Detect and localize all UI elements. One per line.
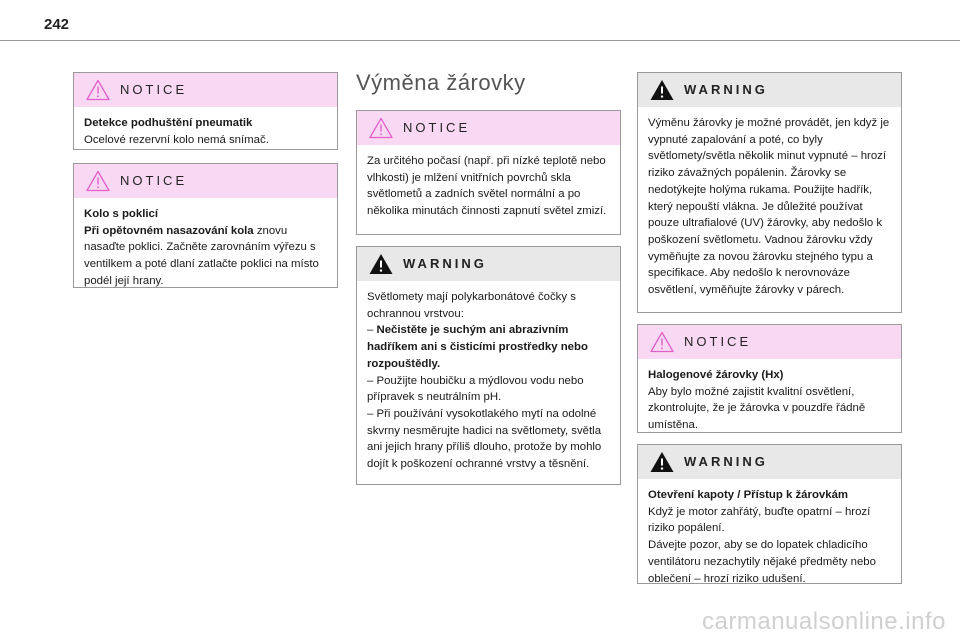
notice-wheel-cover	[73, 163, 338, 288]
notice-fogging	[356, 110, 621, 235]
warning-label: WARNING	[684, 82, 768, 97]
warning-text: Výměnu žárovky je možné provádět, jen když je vypnuté zapalování a poté, co byly světlomety/světla několik minut vypnuté – hrozí riziko závažných popálenin. Žárovky se nedotýkejte holýma rukama. Použijte hadřík, který nepouští vlákna. Je důležité používat pouze ultrafialové (UV) žárovky, aby nedošlo k poškození světlometu. Vadnou žárovku vždy vyměňujte za novou žárovku stejného typu a specifikace. Aby nedošlo k nerovnováze osvětlení, vyměňujte žárovky v párech.	[648, 117, 890, 297]
notice-text-rest: znovu nasaďte poklici. Začněte zarovnáním výřezu s ventilkem a poté dlaní zatlačte poklici na místo podél její hrany.	[84, 224, 319, 287]
watermark: carmanualsonline.info	[702, 608, 946, 635]
notice-tire-detection	[73, 72, 338, 150]
notice-body	[357, 145, 620, 228]
notice-label: NOTICE	[403, 120, 471, 135]
notice-text: Aby bylo možné zajistit kvalitní osvětlení, zkontrolujte, že je žárovka v pouzdře řádně umístěna.	[648, 385, 866, 432]
notice-header	[74, 73, 337, 107]
caution-triangle-icon	[86, 79, 110, 101]
warning-triangle-icon	[369, 253, 393, 275]
warning-polycarbonate	[356, 246, 621, 485]
warning-item: – Použijte houbičku a mýdlovou vodu nebo přípravek s neutrálním pH.	[367, 374, 584, 404]
warning-title: Otevření kapoty / Přístup k žárovkám	[648, 489, 849, 501]
caution-triangle-icon	[86, 170, 110, 192]
notice-text: Ocelové rezervní kolo nemá snímač.	[84, 133, 269, 146]
notice-label: NOTICE	[684, 334, 752, 349]
notice-halogen	[637, 324, 902, 433]
warning-label: WARNING	[403, 256, 487, 271]
warning-body	[357, 281, 620, 481]
warning-text: Když je motor zahřátý, buďte opatrní – hrozí riziko popálení.	[648, 505, 871, 535]
warning-label: WARNING	[684, 454, 768, 469]
warning-text: Dávejte pozor, aby se do lopatek chladicího ventilátoru nezachytily nějaké předměty nebo oblečení – hrozí riziko udušení.	[648, 539, 876, 585]
page-number: 242	[44, 16, 70, 33]
warning-item	[367, 322, 610, 372]
notice-label: NOTICE	[120, 82, 188, 97]
warning-item-bold: Nečistěte je suchým ani abrazivním hadříkem ani s čisticími prostředky nebo rozpouštědly.	[367, 324, 588, 370]
warning-triangle-icon	[650, 451, 674, 473]
notice-title: Halogenové žárovky (Hx)	[648, 369, 784, 381]
warning-bulb-replacement	[637, 72, 902, 313]
warning-triangle-icon	[650, 79, 674, 101]
caution-triangle-icon	[369, 117, 393, 139]
notice-body	[638, 359, 901, 442]
notice-text: Za určitého počasí (např. při nízké teplotě nebo vlhkosti) je mlžení vnitřních povrchů skla světlometů a zadních světel normální a po několika minutách činnosti zapnutí světel zmizí.	[367, 155, 607, 218]
caution-triangle-icon	[650, 331, 674, 353]
notice-body	[74, 198, 337, 298]
warning-item-dash: –	[367, 324, 377, 337]
warning-header	[638, 73, 901, 107]
header-rule	[0, 40, 960, 41]
notice-title: Kolo s poklicí	[84, 208, 159, 220]
notice-body	[74, 107, 337, 156]
warning-bonnet	[637, 444, 902, 584]
notice-bold-lead: Při opětovném nasazování kola	[84, 224, 254, 237]
warning-header	[638, 445, 901, 479]
notice-header	[357, 111, 620, 145]
warning-body	[638, 107, 901, 307]
notice-label: NOTICE	[120, 173, 188, 188]
notice-header	[638, 325, 901, 359]
warning-intro: Světlomety mají polykarbonátové čočky s ochrannou vrstvou:	[367, 291, 576, 320]
warning-item: – Při používání vysokotlakého mytí na odolné skvrny nesměrujte hadici na světlomety, světla ani jejich hrany příliš dlouho, protože by mohlo dojít k poškození ochranné vrstvy a těsnění.	[367, 407, 602, 471]
section-title: Výměna žárovky	[356, 70, 526, 95]
notice-text	[84, 223, 327, 290]
notice-header	[74, 164, 337, 198]
warning-header	[357, 247, 620, 281]
warning-body	[638, 479, 901, 595]
notice-title: Detekce podhuštění pneumatik	[84, 117, 253, 129]
